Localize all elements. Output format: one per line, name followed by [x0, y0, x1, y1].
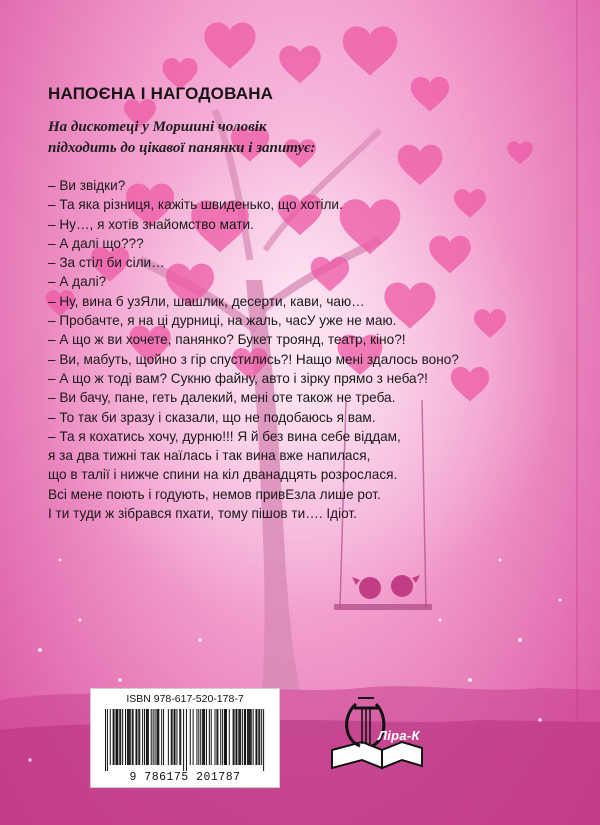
poem-line: Всі мене поють і годують, немов привЕзла лише рот.: [48, 486, 381, 502]
poem-line: – Ну, вина б узЯли, шашлик, десерти, кави, чаю…: [48, 293, 365, 309]
intro-line: На дискотеці у Моршині чоловік: [48, 119, 267, 135]
barcode-bars: [105, 709, 265, 771]
poem-line: – А що ж ви хочете, панянко? Букет троянд, театр, кіно?!: [48, 332, 406, 348]
poem-line: – Та я кохатись хочу, дурню!!! Я й без вина себе віддам,: [48, 428, 401, 444]
poem-line: – Ви, мабуть, щойно з гір спустились?! Нащо мені здалось воно?: [48, 351, 459, 367]
poem-line: – Пробачте, я на ці дурниці, на жаль, часУ уже не маю.: [48, 313, 397, 329]
poem-line: я за два тижні так наїлась і так вина вже напилася,: [48, 448, 371, 464]
poem-line: І ти туди ж зібрався пхати, тому пішов ти…. Ідіот.: [48, 506, 357, 522]
spine-edge: [576, 0, 578, 825]
poem-line: – Ну…, я хотів знайомство мати.: [48, 216, 254, 232]
poem-line: – А що ж тоді вам? Сукню файну, авто і зірку прямо з неба?!: [48, 370, 428, 386]
ean-digits: 9 786175 201787: [129, 771, 241, 784]
poem-line: – То так би зразу і сказали, що не подобаюсь я вам.: [48, 409, 376, 425]
publisher-name: Ліра-К: [378, 728, 420, 743]
poem-line: – Ви звідки?: [48, 178, 126, 193]
poem-title: НАПОЄНА І НАГОДОВАНА: [48, 84, 274, 103]
poem-line: – А далі що???: [48, 235, 144, 251]
poem-intro: [48, 117, 488, 159]
intro-line: підходить до цікавої панянки і запитує:: [48, 140, 316, 156]
poem-line: – А далі?: [48, 274, 107, 290]
poem-line: що в талії і нижче спини на кіл дванадцять розрослася.: [48, 467, 398, 483]
poem-body: [48, 176, 568, 523]
poem-line: – Ви бачу, пане, геть далекий, мені оте також не треба.: [48, 390, 396, 406]
poem-line: – Та яка різниця, кажіть швиденько, що хотіли.: [48, 197, 343, 213]
isbn-barcode: [90, 688, 280, 788]
poem-line: – За стіл би сіли…: [48, 255, 165, 271]
isbn-number: ISBN 978-617-520-178-7: [126, 693, 244, 705]
